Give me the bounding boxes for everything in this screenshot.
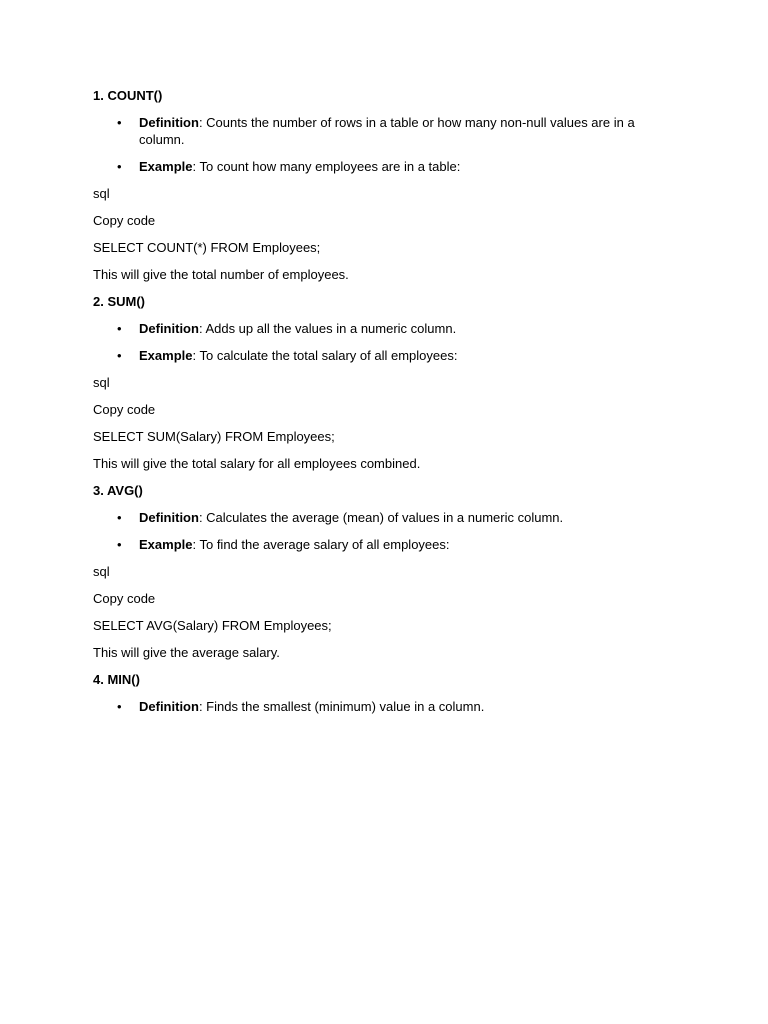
- code-line: SELECT AVG(Salary) FROM Employees;: [93, 618, 332, 633]
- bullet-term: Example: [139, 159, 193, 174]
- bullet-list: [93, 698, 653, 715]
- section-avg: [93, 482, 653, 661]
- bullet-list: [93, 114, 653, 175]
- bullet-icon: •: [117, 510, 122, 525]
- bullet-text: : To count how many employees are in a table:: [192, 159, 461, 174]
- bullet-text: : Finds the smallest (minimum) value in a column.: [198, 699, 485, 714]
- list-item: [93, 536, 653, 553]
- section-min: [93, 671, 653, 715]
- code-language: sql: [93, 375, 110, 390]
- bullet-icon: •: [117, 115, 122, 130]
- bullet-list: [93, 509, 653, 553]
- result-text: This will give the total salary for all employees combined.: [93, 456, 421, 471]
- code-language: sql: [93, 186, 110, 201]
- code-line: SELECT SUM(Salary) FROM Employees;: [93, 429, 335, 444]
- bullet-list: [93, 320, 653, 364]
- list-item: [93, 158, 653, 175]
- section-heading: 1. COUNT(): [93, 88, 163, 103]
- bullet-term: Definition: [139, 115, 199, 130]
- section-heading: 3. AVG(): [93, 483, 143, 498]
- bullet-text: : Adds up all the values in a numeric column.: [198, 321, 457, 336]
- bullet-icon: •: [117, 348, 122, 363]
- bullet-text: : Calculates the average (mean) of values in a numeric column.: [198, 510, 564, 525]
- bullet-term: Example: [139, 348, 193, 363]
- bullet-icon: •: [117, 537, 122, 552]
- bullet-icon: •: [117, 159, 122, 174]
- list-item: [93, 347, 653, 364]
- document-page: [93, 87, 653, 725]
- list-item: [93, 698, 653, 715]
- copy-code-label: Copy code: [93, 213, 156, 228]
- copy-code-label: Copy code: [93, 402, 156, 417]
- bullet-icon: •: [117, 321, 122, 336]
- bullet-term: Definition: [139, 321, 199, 336]
- bullet-text: : To find the average salary of all employees:: [192, 537, 450, 552]
- bullet-term: Definition: [139, 699, 199, 714]
- section-count: [93, 87, 653, 283]
- code-line: SELECT COUNT(*) FROM Employees;: [93, 240, 321, 255]
- copy-code-label: Copy code: [93, 591, 156, 606]
- result-text: This will give the total number of employees.: [93, 267, 349, 282]
- code-language: sql: [93, 564, 110, 579]
- section-sum: [93, 293, 653, 472]
- section-heading: 4. MIN(): [93, 672, 140, 687]
- bullet-text: : Counts the number of rows in a table or how many non-null values are in a column.: [139, 115, 635, 147]
- result-text: This will give the average salary.: [93, 645, 280, 660]
- section-heading: 2. SUM(): [93, 294, 145, 309]
- list-item: [93, 509, 653, 526]
- list-item: [93, 114, 653, 148]
- bullet-icon: •: [117, 699, 122, 714]
- list-item: [93, 320, 653, 337]
- bullet-term: Example: [139, 537, 193, 552]
- bullet-term: Definition: [139, 510, 199, 525]
- bullet-text: : To calculate the total salary of all employees:: [192, 348, 458, 363]
